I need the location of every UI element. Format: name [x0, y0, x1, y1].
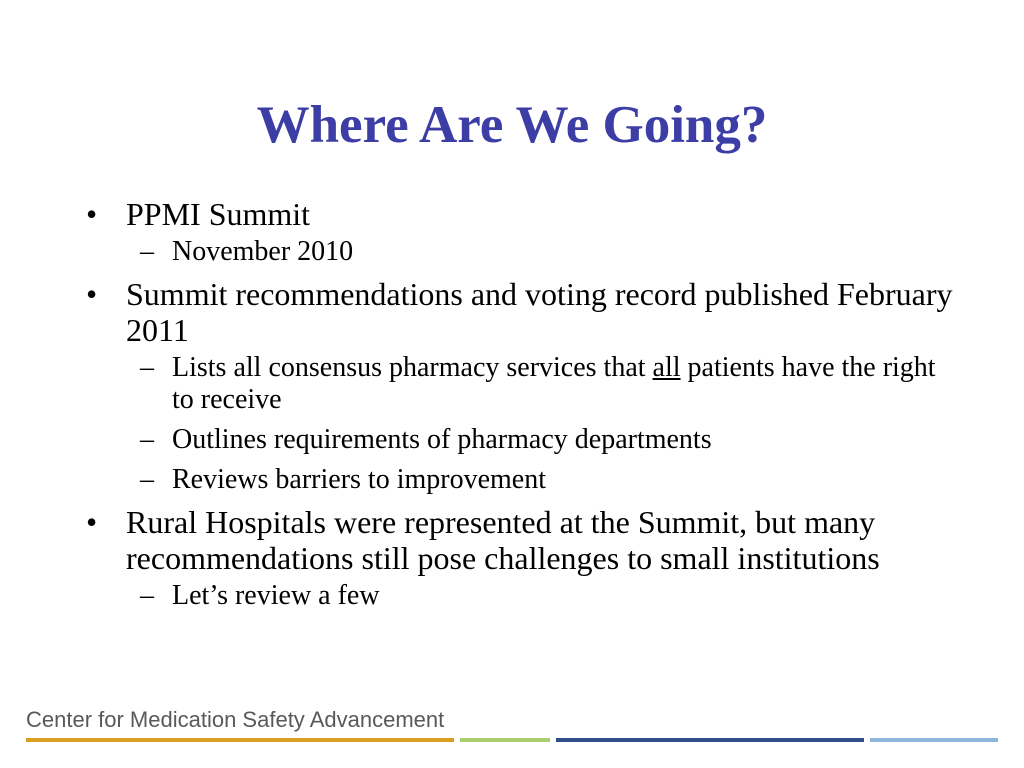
- bullet-text: Summit recommendations and voting record published February 2011: [126, 276, 953, 348]
- sub-bullet-text: Outlines requirements of pharmacy departments: [172, 424, 712, 455]
- bullet-text: Rural Hospitals were represented at the Summit, but many recommendations still pose challenges to small institutions: [126, 504, 880, 576]
- sub-bullet-text: November 2010: [172, 236, 354, 267]
- sub-bullet-text: Reviews barriers to improvement: [172, 464, 547, 495]
- bullet-marker: •: [86, 196, 98, 232]
- sub-bullet-text-post: patients have the right to receive: [172, 352, 936, 415]
- bullet-marker: •: [86, 276, 98, 312]
- bullet-item: [84, 276, 964, 348]
- dash-marker: –: [140, 352, 154, 383]
- sub-bullet-item: [84, 236, 964, 268]
- sub-bullet-item: [84, 352, 964, 416]
- bullet-marker: •: [86, 504, 98, 540]
- bullet-text: PPMI Summit: [126, 196, 311, 232]
- underlined-word: all: [652, 352, 681, 383]
- dash-marker: –: [140, 580, 154, 611]
- footer-rule-lightblue: [870, 738, 998, 742]
- sub-bullet-item: [84, 580, 964, 612]
- bullet-item: [84, 196, 964, 232]
- footer-rule-gold: [26, 738, 454, 742]
- sub-bullet-text-pre: Lists all consensus pharmacy services that: [172, 352, 653, 383]
- sub-bullet-item: [84, 424, 964, 456]
- dash-marker: –: [140, 424, 154, 455]
- sub-bullet-item: [84, 464, 964, 496]
- footer-rule-green: [460, 738, 550, 742]
- slide-title: Where Are We Going?: [256, 96, 768, 154]
- footer-organization-name: Center for Medication Safety Advancement: [26, 707, 445, 732]
- dash-marker: –: [140, 464, 154, 495]
- dash-marker: –: [140, 236, 154, 267]
- sub-bullet-text: Let’s review a few: [172, 580, 380, 611]
- bullet-item: [84, 504, 964, 576]
- footer-rule-navy: [556, 738, 864, 742]
- bullet-list: [84, 196, 964, 620]
